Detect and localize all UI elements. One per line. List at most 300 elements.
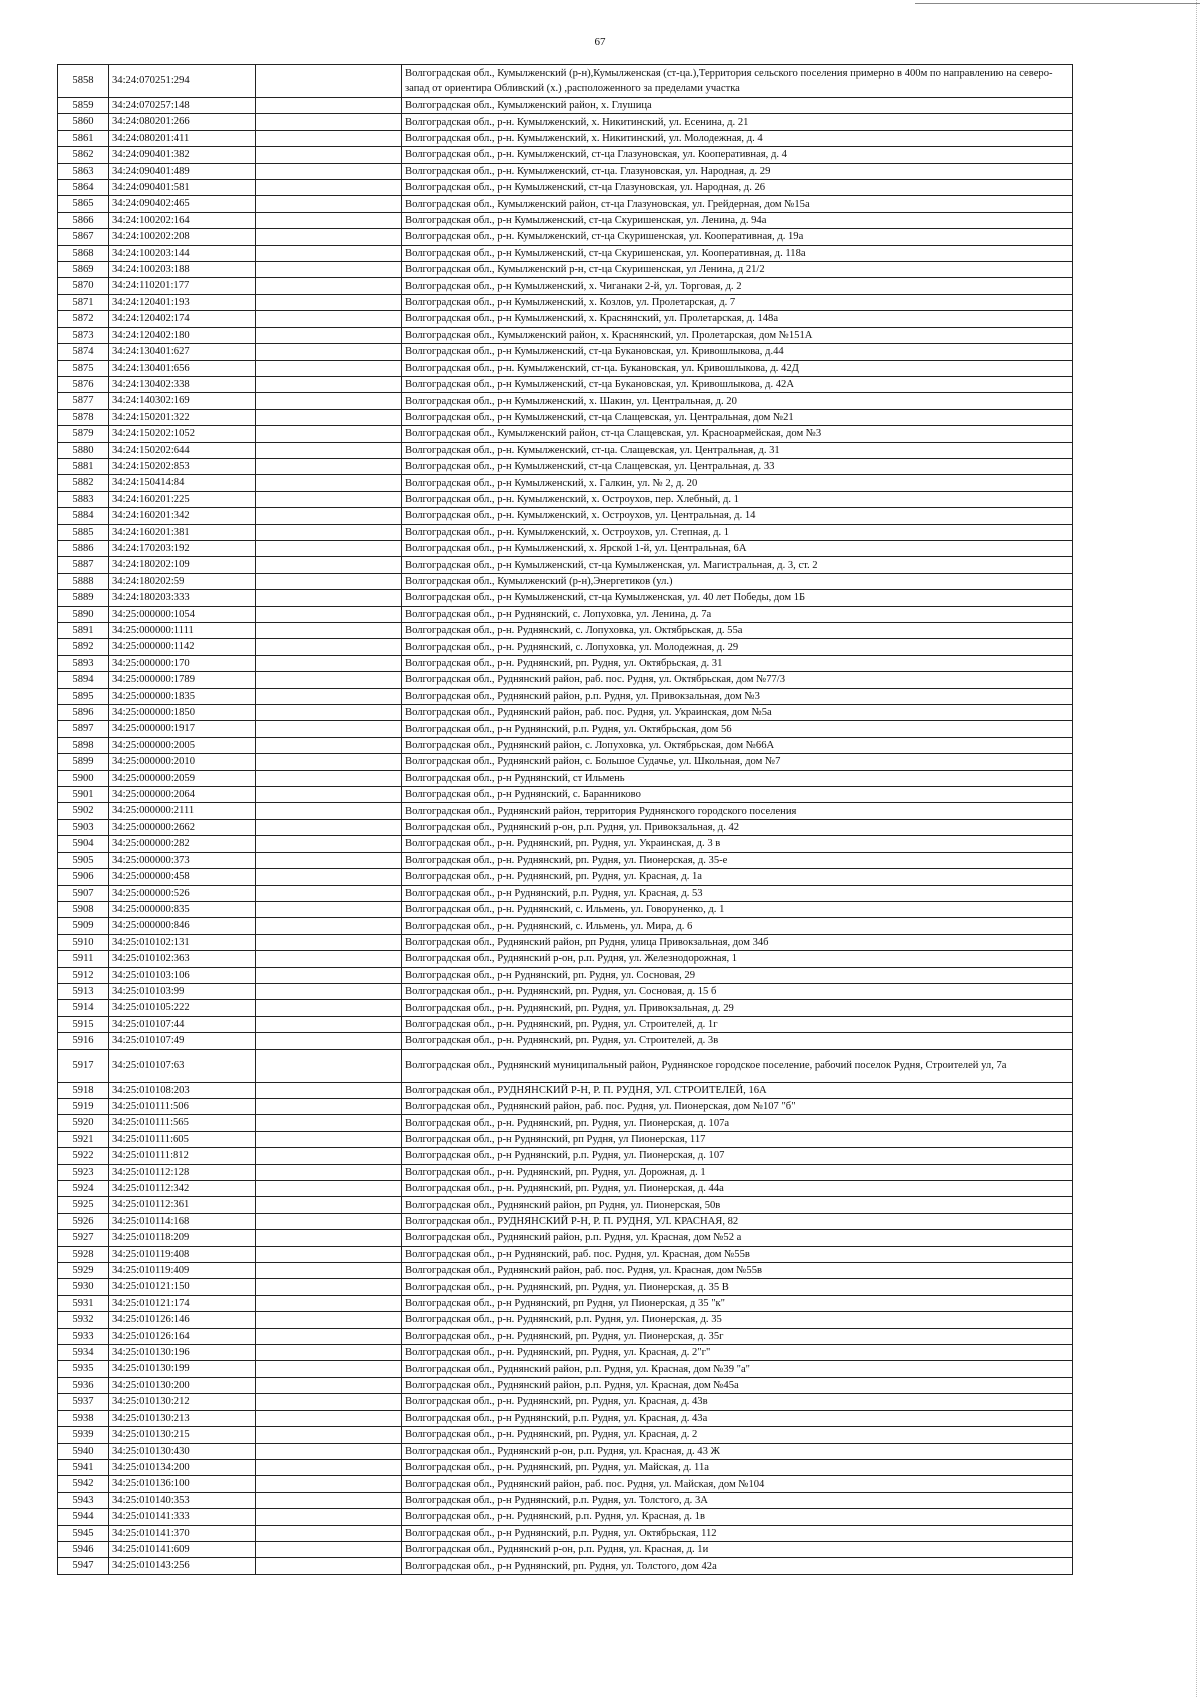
table-row bbox=[58, 606, 1073, 622]
empty-cell bbox=[256, 918, 402, 934]
cadastral-number: 34:24:120401:193 bbox=[109, 294, 256, 310]
table-row bbox=[58, 278, 1073, 294]
empty-cell bbox=[256, 491, 402, 507]
cadastral-number: 34:25:010130:200 bbox=[109, 1377, 256, 1393]
empty-cell bbox=[256, 212, 402, 228]
table-row bbox=[58, 1263, 1073, 1279]
row-number: 5925 bbox=[58, 1197, 109, 1213]
row-number: 5921 bbox=[58, 1131, 109, 1147]
table-row bbox=[58, 1197, 1073, 1213]
row-number: 5888 bbox=[58, 573, 109, 589]
cadastral-number: 34:24:180203:333 bbox=[109, 590, 256, 606]
empty-cell bbox=[256, 754, 402, 770]
cadastral-number: 34:25:010130:215 bbox=[109, 1427, 256, 1443]
empty-cell bbox=[256, 639, 402, 655]
row-number: 5928 bbox=[58, 1246, 109, 1262]
row-number: 5907 bbox=[58, 885, 109, 901]
row-number: 5883 bbox=[58, 491, 109, 507]
table-row bbox=[58, 245, 1073, 261]
cadastral-number: 34:24:160201:381 bbox=[109, 524, 256, 540]
empty-cell bbox=[256, 885, 402, 901]
cadastral-number: 34:25:010102:363 bbox=[109, 951, 256, 967]
empty-cell bbox=[256, 688, 402, 704]
table-row bbox=[58, 1525, 1073, 1541]
empty-cell bbox=[256, 1345, 402, 1361]
table-row bbox=[58, 1115, 1073, 1131]
table-row bbox=[58, 327, 1073, 343]
address: Волгоградская обл., р-н. Руднянский, рп. Рудня, ул. Октябрьская, д. 31 bbox=[402, 655, 1073, 671]
cadastral-number: 34:25:010130:199 bbox=[109, 1361, 256, 1377]
table-row bbox=[58, 491, 1073, 507]
cadastral-number: 34:25:010141:370 bbox=[109, 1525, 256, 1541]
cadastral-number: 34:25:010111:605 bbox=[109, 1131, 256, 1147]
address: Волгоградская обл., р-н. Кумылженский, ст-ца Скуришенская, ул. Кооперативная, д. 19а bbox=[402, 229, 1073, 245]
cadastral-number: 34:25:000000:170 bbox=[109, 655, 256, 671]
table-row bbox=[58, 311, 1073, 327]
address: Волгоградская обл., р-н. Кумылженский, ст-ца Глазуновская, ул. Кооперативная, д. 4 bbox=[402, 147, 1073, 163]
empty-cell bbox=[256, 1312, 402, 1328]
empty-cell bbox=[256, 442, 402, 458]
empty-cell bbox=[256, 163, 402, 179]
empty-cell bbox=[256, 1377, 402, 1393]
row-number: 5935 bbox=[58, 1361, 109, 1377]
empty-cell bbox=[256, 409, 402, 425]
table-row bbox=[58, 1312, 1073, 1328]
table-row bbox=[58, 196, 1073, 212]
table-row bbox=[58, 524, 1073, 540]
cadastral-number: 34:24:080201:411 bbox=[109, 130, 256, 146]
row-number: 5902 bbox=[58, 803, 109, 819]
table-row bbox=[58, 1443, 1073, 1459]
address: Волгоградская обл., р-н. Руднянский, рп. Рудня, ул. Майская, д. 11а bbox=[402, 1459, 1073, 1475]
table-row bbox=[58, 376, 1073, 392]
table-row bbox=[58, 229, 1073, 245]
address: Волгоградская обл., Руднянский район, раб. пос. Рудня, ул. Украинская, дом №5а bbox=[402, 705, 1073, 721]
row-number: 5860 bbox=[58, 114, 109, 130]
table-row bbox=[58, 130, 1073, 146]
cadastral-number: 34:25:010130:212 bbox=[109, 1394, 256, 1410]
top-edge-line bbox=[915, 3, 1200, 4]
cadastral-number: 34:25:000000:2005 bbox=[109, 737, 256, 753]
empty-cell bbox=[256, 1181, 402, 1197]
row-number: 5870 bbox=[58, 278, 109, 294]
address: Волгоградская обл., р-н Руднянский, р.п. Рудня, ул. Красная, д. 53 bbox=[402, 885, 1073, 901]
table-row bbox=[58, 163, 1073, 179]
row-number: 5945 bbox=[58, 1525, 109, 1541]
table-row bbox=[58, 1148, 1073, 1164]
table-row bbox=[58, 114, 1073, 130]
empty-cell bbox=[256, 1328, 402, 1344]
table-row bbox=[58, 1459, 1073, 1475]
row-number: 5905 bbox=[58, 852, 109, 868]
cadastral-number: 34:25:010111:812 bbox=[109, 1148, 256, 1164]
row-number: 5887 bbox=[58, 557, 109, 573]
row-number: 5891 bbox=[58, 623, 109, 639]
address: Волгоградская обл., Руднянский р-он, р.п. Рудня, ул. Привокзальная, д. 42 bbox=[402, 819, 1073, 835]
address: Волгоградская обл., Руднянский район, р.п. Рудня, ул. Красная, дом №45а bbox=[402, 1377, 1073, 1393]
empty-cell bbox=[256, 1427, 402, 1443]
table-row bbox=[58, 770, 1073, 786]
cadastral-number: 34:25:010111:565 bbox=[109, 1115, 256, 1131]
table-row bbox=[58, 885, 1073, 901]
cadastral-number: 34:25:010126:164 bbox=[109, 1328, 256, 1344]
row-number: 5941 bbox=[58, 1459, 109, 1475]
cadastral-number: 34:25:010121:150 bbox=[109, 1279, 256, 1295]
row-number: 5863 bbox=[58, 163, 109, 179]
address: Волгоградская обл., р-н. Руднянский, рп. Рудня, ул. Пионерская, д. 107а bbox=[402, 1115, 1073, 1131]
row-number: 5861 bbox=[58, 130, 109, 146]
row-number: 5900 bbox=[58, 770, 109, 786]
table-row bbox=[58, 590, 1073, 606]
address: Волгоградская обл., р-н. Руднянский, рп. Рудня, ул. Пионерская, д. 44а bbox=[402, 1181, 1073, 1197]
row-number: 5916 bbox=[58, 1033, 109, 1049]
row-number: 5920 bbox=[58, 1115, 109, 1131]
row-number: 5882 bbox=[58, 475, 109, 491]
cadastral-number: 34:25:000000:846 bbox=[109, 918, 256, 934]
table-row bbox=[58, 360, 1073, 376]
cadastral-number: 34:25:000000:1054 bbox=[109, 606, 256, 622]
address: Волгоградская обл., р-н. Руднянский, рп. Рудня, ул. Привокзальная, д. 29 bbox=[402, 1000, 1073, 1016]
address: Волгоградская обл., р-н Руднянский, раб. пос. Рудня, ул. Красная, дом №55в bbox=[402, 1246, 1073, 1262]
empty-cell bbox=[256, 196, 402, 212]
address: Волгоградская обл., р-н. Кумылженский, ст-ца. Глазуновская, ул. Народная, д. 29 bbox=[402, 163, 1073, 179]
address: Волгоградская обл., р-н Кумылженский, ст-ца Глазуновская, ул. Народная, д. 26 bbox=[402, 180, 1073, 196]
cadastral-number: 34:25:010105:222 bbox=[109, 1000, 256, 1016]
row-number: 5937 bbox=[58, 1394, 109, 1410]
cadastral-number: 34:24:100203:144 bbox=[109, 245, 256, 261]
row-number: 5922 bbox=[58, 1148, 109, 1164]
cadastral-number: 34:24:100202:164 bbox=[109, 212, 256, 228]
row-number: 5934 bbox=[58, 1345, 109, 1361]
table-row bbox=[58, 1345, 1073, 1361]
address: Волгоградская обл., р-н. Руднянский, с. Лопуховка, ул. Молодежная, д. 29 bbox=[402, 639, 1073, 655]
address: Волгоградская обл., р-н. Руднянский, р.п. Рудня, ул. Пионерская, д. 35 bbox=[402, 1312, 1073, 1328]
address: Волгоградская обл., р-н Руднянский, рп. Рудня, ул. Сосновая, 29 bbox=[402, 967, 1073, 983]
cadastral-number: 34:25:000000:1142 bbox=[109, 639, 256, 655]
empty-cell bbox=[256, 967, 402, 983]
address: Волгоградская обл., Руднянский район, с. Лопуховка, ул. Октябрьская, дом №66А bbox=[402, 737, 1073, 753]
cadastral-number: 34:24:090402:465 bbox=[109, 196, 256, 212]
table-row bbox=[58, 737, 1073, 753]
empty-cell bbox=[256, 655, 402, 671]
row-number: 5927 bbox=[58, 1230, 109, 1246]
address: Волгоградская обл., р-н. Кумылженский, ст-ца. Букановская, ул. Кривошлыкова, д. 42Д bbox=[402, 360, 1073, 376]
address: Волгоградская обл., Руднянский район, р.п. Рудня, ул. Красная, дом №52 а bbox=[402, 1230, 1073, 1246]
address: Волгоградская обл., р-н Кумылженский, ст-ца Скуришенская, ул. Ленина, д. 94а bbox=[402, 212, 1073, 228]
address: Волгоградская обл., р-н. Руднянский, рп. Рудня, ул. Красная, д. 43в bbox=[402, 1394, 1073, 1410]
row-number: 5903 bbox=[58, 819, 109, 835]
address: Волгоградская обл., р-н. Руднянский, рп. Рудня, ул. Красная, д. 2"г" bbox=[402, 1345, 1073, 1361]
address: Волгоградская обл., Кумылженский район, х. Краснянский, ул. Пролетарская, дом №151А bbox=[402, 327, 1073, 343]
row-number: 5915 bbox=[58, 1016, 109, 1032]
address: Волгоградская обл., р-н Кумылженский, ст-ца Слащевская, ул. Центральная, дом №21 bbox=[402, 409, 1073, 425]
address: Волгоградская обл., р-н. Кумылженский, х. Никитинский, ул. Есенина, д. 21 bbox=[402, 114, 1073, 130]
cadastral-number: 34:25:010119:408 bbox=[109, 1246, 256, 1262]
address: Волгоградская обл., р-н Кумылженский, ст-ца Скуришенская, ул. Кооперативная, д. 118а bbox=[402, 245, 1073, 261]
empty-cell bbox=[256, 1410, 402, 1426]
cadastral-number: 34:25:010143:256 bbox=[109, 1558, 256, 1574]
table-row bbox=[58, 1541, 1073, 1557]
table-row bbox=[58, 639, 1073, 655]
table-row bbox=[58, 1082, 1073, 1098]
registry-table bbox=[57, 64, 1073, 1575]
address: Волгоградская обл., р-н Руднянский, рп. Рудня, ул. Толстого, дом 42а bbox=[402, 1558, 1073, 1574]
address: Волгоградская обл., р-н. Руднянский, рп. Рудня, ул. Строителей, д. 1г bbox=[402, 1016, 1073, 1032]
empty-cell bbox=[256, 245, 402, 261]
address: Волгоградская обл., р-н Кумылженский, х. Козлов, ул. Пролетарская, д. 7 bbox=[402, 294, 1073, 310]
cadastral-number: 34:25:000000:2010 bbox=[109, 754, 256, 770]
row-number: 5944 bbox=[58, 1509, 109, 1525]
empty-cell bbox=[256, 311, 402, 327]
empty-cell bbox=[256, 65, 402, 98]
empty-cell bbox=[256, 1263, 402, 1279]
table-row bbox=[58, 442, 1073, 458]
row-number: 5880 bbox=[58, 442, 109, 458]
cadastral-number: 34:24:100202:208 bbox=[109, 229, 256, 245]
row-number: 5892 bbox=[58, 639, 109, 655]
address: Волгоградская обл., Руднянский район, р.п. Рудня, ул. Красная, дом №39 "а" bbox=[402, 1361, 1073, 1377]
empty-cell bbox=[256, 1541, 402, 1557]
table-row bbox=[58, 1295, 1073, 1311]
empty-cell bbox=[256, 180, 402, 196]
table-row bbox=[58, 754, 1073, 770]
row-number: 5893 bbox=[58, 655, 109, 671]
row-number: 5914 bbox=[58, 1000, 109, 1016]
cadastral-number: 34:25:010130:430 bbox=[109, 1443, 256, 1459]
row-number: 5910 bbox=[58, 934, 109, 950]
address: Волгоградская обл., Руднянский район, р.п. Рудня, ул. Привокзальная, дом №3 bbox=[402, 688, 1073, 704]
address: Волгоградская обл., р-н. Руднянский, рп. Рудня, ул. Сосновая, д. 15 б bbox=[402, 983, 1073, 999]
empty-cell bbox=[256, 294, 402, 310]
empty-cell bbox=[256, 803, 402, 819]
row-number: 5930 bbox=[58, 1279, 109, 1295]
address: Волгоградская обл., Руднянский район, раб. пос. Рудня, ул. Майская, дом №104 bbox=[402, 1476, 1073, 1492]
address: Волгоградская обл., р-н Руднянский, с. Лопуховка, ул. Ленина, д. 7а bbox=[402, 606, 1073, 622]
address: Волгоградская обл., РУДНЯНСКИЙ Р-Н, Р. П. РУДНЯ, УЛ. СТРОИТЕЛЕЙ, 16А bbox=[402, 1082, 1073, 1098]
row-number: 5924 bbox=[58, 1181, 109, 1197]
row-number: 5868 bbox=[58, 245, 109, 261]
address: Волгоградская обл., р-н Руднянский, р.п. Рудня, ул. Пионерская, д. 107 bbox=[402, 1148, 1073, 1164]
empty-cell bbox=[256, 540, 402, 556]
row-number: 5885 bbox=[58, 524, 109, 540]
cadastral-number: 34:24:130401:656 bbox=[109, 360, 256, 376]
empty-cell bbox=[256, 1443, 402, 1459]
empty-cell bbox=[256, 557, 402, 573]
address: Волгоградская обл., Руднянский р-он, р.п. Рудня, ул. Красная, д. 1и bbox=[402, 1541, 1073, 1557]
row-number: 5908 bbox=[58, 901, 109, 917]
table-row bbox=[58, 1131, 1073, 1147]
row-number: 5867 bbox=[58, 229, 109, 245]
empty-cell bbox=[256, 98, 402, 114]
row-number: 5943 bbox=[58, 1492, 109, 1508]
cadastral-number: 34:25:010114:168 bbox=[109, 1213, 256, 1229]
cadastral-number: 34:24:090401:489 bbox=[109, 163, 256, 179]
table-row bbox=[58, 852, 1073, 868]
empty-cell bbox=[256, 819, 402, 835]
table-row bbox=[58, 1427, 1073, 1443]
row-number: 5899 bbox=[58, 754, 109, 770]
row-number: 5904 bbox=[58, 836, 109, 852]
address: Волгоградская обл., р-н. Руднянский, рп. Рудня, ул. Дорожная, д. 1 bbox=[402, 1164, 1073, 1180]
cadastral-number: 34:24:180202:59 bbox=[109, 573, 256, 589]
cadastral-number: 34:25:010107:44 bbox=[109, 1016, 256, 1032]
row-number: 5884 bbox=[58, 508, 109, 524]
row-number: 5865 bbox=[58, 196, 109, 212]
table-row bbox=[58, 983, 1073, 999]
empty-cell bbox=[256, 1164, 402, 1180]
row-number: 5866 bbox=[58, 212, 109, 228]
address: Волгоградская обл., р-н. Руднянский, рп. Рудня, ул. Украинская, д. 3 в bbox=[402, 836, 1073, 852]
table-row bbox=[58, 573, 1073, 589]
address: Волгоградская обл., р-н. Руднянский, с. Лопуховка, ул. Октябрьская, д. 55а bbox=[402, 623, 1073, 639]
row-number: 5940 bbox=[58, 1443, 109, 1459]
row-number: 5947 bbox=[58, 1558, 109, 1574]
row-number: 5890 bbox=[58, 606, 109, 622]
address: Волгоградская обл., р-н Руднянский, ст Ильмень bbox=[402, 770, 1073, 786]
cadastral-number: 34:24:150414:84 bbox=[109, 475, 256, 491]
table-row bbox=[58, 1492, 1073, 1508]
registry-table-body bbox=[58, 65, 1073, 1575]
empty-cell bbox=[256, 1361, 402, 1377]
address: Волгоградская обл., р-н Кумылженский, ст-ца Букановская, ул. Кривошлыкова, д.44 bbox=[402, 344, 1073, 360]
row-number: 5919 bbox=[58, 1098, 109, 1114]
row-number: 5895 bbox=[58, 688, 109, 704]
empty-cell bbox=[256, 901, 402, 917]
table-row bbox=[58, 819, 1073, 835]
cadastral-number: 34:24:110201:177 bbox=[109, 278, 256, 294]
cadastral-number: 34:24:130401:627 bbox=[109, 344, 256, 360]
table-row bbox=[58, 540, 1073, 556]
empty-cell bbox=[256, 1230, 402, 1246]
empty-cell bbox=[256, 573, 402, 589]
cadastral-number: 34:25:010118:209 bbox=[109, 1230, 256, 1246]
empty-cell bbox=[256, 1459, 402, 1475]
cadastral-number: 34:25:010136:100 bbox=[109, 1476, 256, 1492]
empty-cell bbox=[256, 1525, 402, 1541]
empty-cell bbox=[256, 1148, 402, 1164]
table-row bbox=[58, 475, 1073, 491]
empty-cell bbox=[256, 1082, 402, 1098]
cadastral-number: 34:25:010112:342 bbox=[109, 1181, 256, 1197]
cadastral-number: 34:24:130402:338 bbox=[109, 376, 256, 392]
table-row bbox=[58, 787, 1073, 803]
row-number: 5898 bbox=[58, 737, 109, 753]
cadastral-number: 34:25:010130:213 bbox=[109, 1410, 256, 1426]
empty-cell bbox=[256, 393, 402, 409]
row-number: 5901 bbox=[58, 787, 109, 803]
empty-cell bbox=[256, 475, 402, 491]
row-number: 5874 bbox=[58, 344, 109, 360]
empty-cell bbox=[256, 1492, 402, 1508]
empty-cell bbox=[256, 1213, 402, 1229]
table-row bbox=[58, 294, 1073, 310]
row-number: 5938 bbox=[58, 1410, 109, 1426]
table-row bbox=[58, 705, 1073, 721]
address: Волгоградская обл., р-н. Кумылженский, ст-ца. Слащевская, ул. Центральная, д. 31 bbox=[402, 442, 1073, 458]
empty-cell bbox=[256, 770, 402, 786]
cadastral-number: 34:25:000000:1850 bbox=[109, 705, 256, 721]
table-row bbox=[58, 1000, 1073, 1016]
cadastral-number: 34:24:160201:342 bbox=[109, 508, 256, 524]
table-row bbox=[58, 1509, 1073, 1525]
cadastral-number: 34:25:010119:409 bbox=[109, 1263, 256, 1279]
table-row bbox=[58, 918, 1073, 934]
cadastral-number: 34:25:000000:282 bbox=[109, 836, 256, 852]
empty-cell bbox=[256, 983, 402, 999]
table-row bbox=[58, 344, 1073, 360]
empty-cell bbox=[256, 1394, 402, 1410]
cadastral-number: 34:24:070251:294 bbox=[109, 65, 256, 98]
empty-cell bbox=[256, 1197, 402, 1213]
address: Волгоградская обл., Руднянский муниципальный район, Руднянское городское поселение, рабочий поселок Рудня, Строителей ул, 7а bbox=[402, 1049, 1073, 1082]
address: Волгоградская обл., р-н Кумылженский, х. Галкин, ул. № 2, д. 20 bbox=[402, 475, 1073, 491]
empty-cell bbox=[256, 327, 402, 343]
address: Волгоградская обл., Руднянский р-он, р.п. Рудня, ул. Железнодорожная, 1 bbox=[402, 951, 1073, 967]
row-number: 5859 bbox=[58, 98, 109, 114]
empty-cell bbox=[256, 1131, 402, 1147]
table-row bbox=[58, 1164, 1073, 1180]
address: Волгоградская обл., р-н. Кумылженский, х. Остроухов, ул. Центральная, д. 14 bbox=[402, 508, 1073, 524]
cadastral-number: 34:24:170203:192 bbox=[109, 540, 256, 556]
empty-cell bbox=[256, 262, 402, 278]
address: Волгоградская обл., р-н. Руднянский, с. Ильмень, ул. Мира, д. 6 bbox=[402, 918, 1073, 934]
empty-cell bbox=[256, 852, 402, 868]
empty-cell bbox=[256, 278, 402, 294]
address: Волгоградская обл., Руднянский район, рп Рудня, улица Привокзальная, дом 34б bbox=[402, 934, 1073, 950]
address: Волгоградская обл., Руднянский район, раб. пос. Рудня, ул. Октябрьская, дом №77/3 bbox=[402, 672, 1073, 688]
row-number: 5929 bbox=[58, 1263, 109, 1279]
empty-cell bbox=[256, 426, 402, 442]
empty-cell bbox=[256, 869, 402, 885]
address: Волгоградская обл., р-н. Кумылженский, х. Остроухов, пер. Хлебный, д. 1 bbox=[402, 491, 1073, 507]
address: Волгоградская обл., Руднянский район, территория Руднянского городского поселения bbox=[402, 803, 1073, 819]
cadastral-number: 34:25:000000:2064 bbox=[109, 787, 256, 803]
address: Волгоградская обл., Кумылженский район, х. Глушица bbox=[402, 98, 1073, 114]
address: Волгоградская обл., р-н Руднянский, р.п. Рудня, ул. Толстого, д. 3А bbox=[402, 1492, 1073, 1508]
table-row bbox=[58, 1328, 1073, 1344]
row-number: 5933 bbox=[58, 1328, 109, 1344]
address: Волгоградская обл., р-н. Руднянский, р.п. Рудня, ул. Красная, д. 1в bbox=[402, 1509, 1073, 1525]
cadastral-number: 34:25:010103:99 bbox=[109, 983, 256, 999]
row-number: 5889 bbox=[58, 590, 109, 606]
table-row bbox=[58, 458, 1073, 474]
table-row bbox=[58, 803, 1073, 819]
row-number: 5932 bbox=[58, 1312, 109, 1328]
empty-cell bbox=[256, 147, 402, 163]
registry-table-container bbox=[57, 64, 1072, 1575]
table-row bbox=[58, 1394, 1073, 1410]
table-row bbox=[58, 409, 1073, 425]
address: Волгоградская обл., р-н Кумылженский, х. Чиганаки 2-й, ул. Торговая, д. 2 bbox=[402, 278, 1073, 294]
cadastral-number: 34:25:010134:200 bbox=[109, 1459, 256, 1475]
cadastral-number: 34:25:000000:2059 bbox=[109, 770, 256, 786]
empty-cell bbox=[256, 114, 402, 130]
address: Волгоградская обл., р-н. Руднянский, рп. Рудня, ул. Строителей, д. 3в bbox=[402, 1033, 1073, 1049]
row-number: 5881 bbox=[58, 458, 109, 474]
empty-cell bbox=[256, 229, 402, 245]
address: Волгоградская обл., р-н Кумылженский, ст-ца Слащевская, ул. Центральная, д. 33 bbox=[402, 458, 1073, 474]
empty-cell bbox=[256, 1000, 402, 1016]
row-number: 5926 bbox=[58, 1213, 109, 1229]
table-row bbox=[58, 836, 1073, 852]
cadastral-number: 34:24:070257:148 bbox=[109, 98, 256, 114]
empty-cell bbox=[256, 1558, 402, 1574]
row-number: 5858 bbox=[58, 65, 109, 98]
empty-cell bbox=[256, 344, 402, 360]
row-number: 5906 bbox=[58, 869, 109, 885]
address: Волгоградская обл., р-н. Руднянский, рп. Рудня, ул. Пионерская, д. 35г bbox=[402, 1328, 1073, 1344]
row-number: 5931 bbox=[58, 1295, 109, 1311]
